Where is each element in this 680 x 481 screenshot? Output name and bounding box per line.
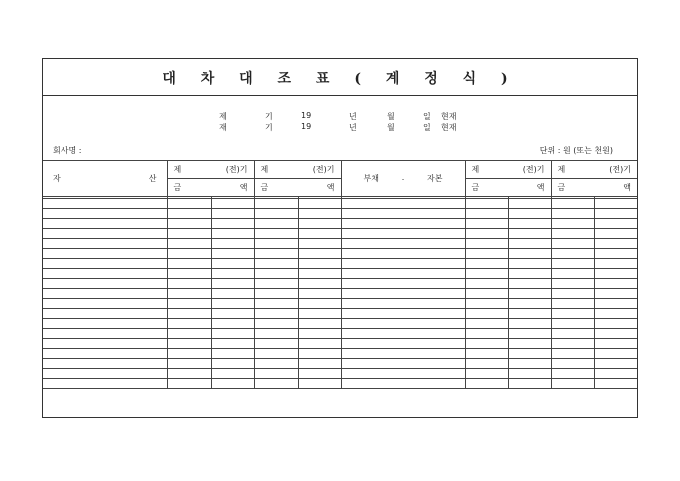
table-cell[interactable] bbox=[254, 209, 298, 219]
table-cell[interactable] bbox=[341, 249, 465, 259]
balance-table bbox=[43, 160, 637, 389]
table-cell[interactable] bbox=[167, 269, 211, 279]
table-cell[interactable] bbox=[594, 379, 637, 389]
table-cell[interactable] bbox=[551, 269, 594, 279]
liability-header-left: 부채 bbox=[363, 174, 379, 183]
table-cell[interactable] bbox=[211, 299, 254, 309]
term-prefix: 제 bbox=[471, 165, 480, 174]
amount-header-1 bbox=[167, 179, 254, 197]
table-cell[interactable] bbox=[341, 339, 465, 349]
table-row bbox=[43, 289, 637, 299]
table-cell[interactable] bbox=[43, 199, 167, 209]
table-cell[interactable] bbox=[594, 269, 637, 279]
table-cell[interactable] bbox=[211, 229, 254, 239]
table-cell[interactable] bbox=[211, 199, 254, 209]
amount-left: 금 bbox=[173, 183, 182, 192]
table-cell[interactable] bbox=[211, 219, 254, 229]
table-cell[interactable] bbox=[254, 359, 298, 369]
form-title: 대 차 대 조 표 ( 계 정 식 ) bbox=[162, 71, 518, 87]
table-cell[interactable] bbox=[211, 339, 254, 349]
table-cell[interactable] bbox=[211, 369, 254, 379]
amount-header-3 bbox=[465, 179, 551, 197]
period-wol: 월 bbox=[387, 123, 395, 132]
table-cell[interactable] bbox=[551, 259, 594, 269]
table-cell[interactable] bbox=[43, 329, 167, 339]
table-cell[interactable] bbox=[167, 369, 211, 379]
table-row bbox=[43, 219, 637, 229]
table-cell[interactable] bbox=[211, 329, 254, 339]
table-cell[interactable] bbox=[298, 319, 341, 329]
table-cell[interactable] bbox=[298, 239, 341, 249]
table-cell[interactable] bbox=[508, 209, 551, 219]
table-cell[interactable] bbox=[211, 239, 254, 249]
table-cell[interactable] bbox=[254, 379, 298, 389]
table-cell[interactable] bbox=[551, 309, 594, 319]
table-cell[interactable] bbox=[551, 349, 594, 359]
table-cell[interactable] bbox=[167, 319, 211, 329]
table-cell[interactable] bbox=[341, 209, 465, 219]
amount-right: 액 bbox=[326, 183, 335, 192]
table-cell[interactable] bbox=[551, 199, 594, 209]
amount-left: 금 bbox=[557, 183, 566, 192]
table-cell[interactable] bbox=[167, 259, 211, 269]
table-cell[interactable] bbox=[465, 239, 508, 249]
table-cell[interactable] bbox=[508, 269, 551, 279]
table-cell[interactable] bbox=[508, 359, 551, 369]
table-cell[interactable] bbox=[341, 349, 465, 359]
table-cell[interactable] bbox=[167, 249, 211, 259]
table-row bbox=[43, 269, 637, 279]
table-cell[interactable] bbox=[551, 209, 594, 219]
term-prefix: 제 bbox=[173, 165, 182, 174]
table-cell[interactable] bbox=[594, 229, 637, 239]
table-cell[interactable] bbox=[298, 299, 341, 309]
table-cell[interactable] bbox=[341, 219, 465, 229]
table-cell[interactable] bbox=[508, 239, 551, 249]
table-row bbox=[43, 369, 637, 379]
table-cell[interactable] bbox=[254, 259, 298, 269]
table-cell[interactable] bbox=[298, 229, 341, 239]
period-nyeon: 년 bbox=[349, 123, 357, 132]
term-prefix: 제 bbox=[557, 165, 566, 174]
period-wol: 월 bbox=[387, 112, 395, 121]
table-cell[interactable] bbox=[594, 369, 637, 379]
table-cell[interactable] bbox=[465, 199, 508, 209]
table-cell[interactable] bbox=[43, 359, 167, 369]
table-cell[interactable] bbox=[508, 299, 551, 309]
table-cell[interactable] bbox=[167, 279, 211, 289]
table-cell[interactable] bbox=[551, 229, 594, 239]
amount-right: 액 bbox=[239, 183, 248, 192]
table-row bbox=[43, 249, 637, 259]
period-prefix: 제 bbox=[219, 112, 227, 121]
table-row bbox=[43, 209, 637, 219]
table-cell[interactable] bbox=[594, 279, 637, 289]
table-cell[interactable] bbox=[594, 219, 637, 229]
table-cell[interactable] bbox=[465, 379, 508, 389]
table-cell[interactable] bbox=[508, 339, 551, 349]
table-cell[interactable] bbox=[594, 359, 637, 369]
table-cell[interactable] bbox=[43, 309, 167, 319]
table-row bbox=[43, 309, 637, 319]
table-cell[interactable] bbox=[341, 279, 465, 289]
table-cell[interactable] bbox=[167, 229, 211, 239]
table-cell[interactable] bbox=[43, 269, 167, 279]
table-cell[interactable] bbox=[341, 309, 465, 319]
table-cell[interactable] bbox=[594, 349, 637, 359]
table-cell[interactable] bbox=[43, 289, 167, 299]
balance-sheet-form bbox=[42, 58, 638, 418]
table-cell[interactable] bbox=[465, 279, 508, 289]
table-cell[interactable] bbox=[298, 209, 341, 219]
table-cell[interactable] bbox=[211, 209, 254, 219]
table-cell[interactable] bbox=[298, 349, 341, 359]
table-row bbox=[43, 349, 637, 359]
table-cell[interactable] bbox=[298, 259, 341, 269]
table-cell[interactable] bbox=[298, 249, 341, 259]
table-cell[interactable] bbox=[254, 249, 298, 259]
table-cell[interactable] bbox=[43, 239, 167, 249]
term-suffix: (전)기 bbox=[225, 165, 248, 174]
table-row bbox=[43, 259, 637, 269]
table-cell[interactable] bbox=[167, 299, 211, 309]
table-cell[interactable] bbox=[465, 349, 508, 359]
table-cell[interactable] bbox=[298, 279, 341, 289]
table-cell[interactable] bbox=[551, 249, 594, 259]
term-suffix: (전)기 bbox=[609, 165, 631, 174]
table-cell[interactable] bbox=[298, 339, 341, 349]
period-il: 일 bbox=[423, 112, 431, 121]
table-cell[interactable] bbox=[594, 299, 637, 309]
table-cell[interactable] bbox=[254, 369, 298, 379]
table-cell[interactable] bbox=[211, 269, 254, 279]
table-cell[interactable] bbox=[465, 259, 508, 269]
table-cell[interactable] bbox=[465, 249, 508, 259]
table-cell[interactable] bbox=[167, 339, 211, 349]
table-cell[interactable] bbox=[211, 379, 254, 389]
asset-header-right: 산 bbox=[148, 174, 157, 183]
table-cell[interactable] bbox=[167, 289, 211, 299]
table-cell[interactable] bbox=[341, 369, 465, 379]
table-cell[interactable] bbox=[167, 219, 211, 229]
table-cell[interactable] bbox=[594, 199, 637, 209]
table-cell[interactable] bbox=[551, 359, 594, 369]
table-cell[interactable] bbox=[594, 289, 637, 299]
table-cell[interactable] bbox=[167, 329, 211, 339]
term-suffix: (전)기 bbox=[522, 165, 545, 174]
table-cell[interactable] bbox=[167, 239, 211, 249]
table-cell[interactable] bbox=[551, 279, 594, 289]
table-cell[interactable] bbox=[341, 239, 465, 249]
period-suffix: 현재 bbox=[441, 112, 457, 121]
table-cell[interactable] bbox=[465, 329, 508, 339]
table-cell[interactable] bbox=[254, 299, 298, 309]
table-cell[interactable] bbox=[298, 329, 341, 339]
table-cell[interactable] bbox=[551, 379, 594, 389]
table-cell[interactable] bbox=[551, 219, 594, 229]
table-cell[interactable] bbox=[594, 319, 637, 329]
table-cell[interactable] bbox=[594, 209, 637, 219]
table-cell[interactable] bbox=[254, 329, 298, 339]
table-cell[interactable] bbox=[211, 319, 254, 329]
table-cell[interactable] bbox=[298, 369, 341, 379]
period-year: 19 bbox=[301, 111, 312, 120]
liability-header-dot: . bbox=[401, 173, 405, 182]
table-cell[interactable] bbox=[254, 229, 298, 239]
table-row bbox=[43, 239, 637, 249]
table-row bbox=[43, 359, 637, 369]
table-cell[interactable] bbox=[465, 369, 508, 379]
table-cell[interactable] bbox=[211, 249, 254, 259]
table-cell[interactable] bbox=[43, 229, 167, 239]
table-cell[interactable] bbox=[465, 269, 508, 279]
table-cell[interactable] bbox=[167, 209, 211, 219]
liability-header bbox=[341, 161, 465, 197]
table-row bbox=[43, 379, 637, 389]
table-cell[interactable] bbox=[254, 289, 298, 299]
table-cell[interactable] bbox=[43, 209, 167, 219]
table-cell[interactable] bbox=[167, 199, 211, 209]
table-cell[interactable] bbox=[341, 269, 465, 279]
table-row bbox=[43, 339, 637, 349]
table-cell[interactable] bbox=[551, 239, 594, 249]
table-row bbox=[43, 299, 637, 309]
table-cell[interactable] bbox=[508, 329, 551, 339]
amount-left: 금 bbox=[471, 183, 480, 192]
table-cell[interactable] bbox=[551, 289, 594, 299]
table-cell[interactable] bbox=[43, 339, 167, 349]
table-cell[interactable] bbox=[43, 219, 167, 229]
table-cell[interactable] bbox=[211, 349, 254, 359]
table-cell[interactable] bbox=[167, 379, 211, 389]
table-cell[interactable] bbox=[508, 199, 551, 209]
table-row bbox=[43, 199, 637, 209]
table-cell[interactable] bbox=[43, 379, 167, 389]
table-cell[interactable] bbox=[43, 319, 167, 329]
table-cell[interactable] bbox=[211, 359, 254, 369]
table-cell[interactable] bbox=[254, 269, 298, 279]
table-cell[interactable] bbox=[254, 339, 298, 349]
table-cell[interactable] bbox=[43, 249, 167, 259]
table-cell[interactable] bbox=[254, 239, 298, 249]
term-suffix: (전)기 bbox=[312, 165, 335, 174]
term-prefix: 제 bbox=[260, 165, 269, 174]
table-cell[interactable] bbox=[341, 359, 465, 369]
term-header-1 bbox=[167, 161, 254, 179]
table-cell[interactable] bbox=[508, 289, 551, 299]
amount-right: 액 bbox=[623, 183, 631, 192]
table-cell[interactable] bbox=[508, 229, 551, 239]
table-cell[interactable] bbox=[551, 369, 594, 379]
table-cell[interactable] bbox=[508, 279, 551, 289]
amount-right: 액 bbox=[536, 183, 545, 192]
table-row bbox=[43, 229, 637, 239]
table-cell[interactable] bbox=[508, 249, 551, 259]
liability-header-right: 자본 bbox=[427, 174, 443, 183]
table-cell[interactable] bbox=[341, 329, 465, 339]
amount-header-4 bbox=[551, 179, 637, 197]
table-row bbox=[43, 319, 637, 329]
term-header-3 bbox=[465, 161, 551, 179]
table-cell[interactable] bbox=[211, 279, 254, 289]
table-cell[interactable] bbox=[167, 359, 211, 369]
table-cell[interactable] bbox=[508, 319, 551, 329]
table-cell[interactable] bbox=[341, 319, 465, 329]
table-cell[interactable] bbox=[594, 329, 637, 339]
table-cell[interactable] bbox=[465, 309, 508, 319]
table-cell[interactable] bbox=[298, 309, 341, 319]
table-cell[interactable] bbox=[341, 289, 465, 299]
period-il: 일 bbox=[423, 123, 431, 132]
table-cell[interactable] bbox=[341, 299, 465, 309]
table-cell[interactable] bbox=[254, 199, 298, 209]
table-row bbox=[43, 279, 637, 289]
table-cell[interactable] bbox=[211, 309, 254, 319]
table-cell[interactable] bbox=[43, 279, 167, 289]
table-cell[interactable] bbox=[465, 299, 508, 309]
table-cell[interactable] bbox=[211, 259, 254, 269]
table-cell[interactable] bbox=[465, 219, 508, 229]
table-cell[interactable] bbox=[508, 259, 551, 269]
asset-header bbox=[43, 161, 167, 197]
table-cell[interactable] bbox=[254, 279, 298, 289]
table-cell[interactable] bbox=[594, 249, 637, 259]
period-ki: 기 bbox=[265, 123, 273, 132]
table-cell[interactable] bbox=[465, 359, 508, 369]
table-cell[interactable] bbox=[551, 339, 594, 349]
term-header-2 bbox=[254, 161, 341, 179]
table-cell[interactable] bbox=[508, 219, 551, 229]
table-row bbox=[43, 329, 637, 339]
table-cell[interactable] bbox=[254, 309, 298, 319]
table-cell[interactable] bbox=[508, 349, 551, 359]
table-cell[interactable] bbox=[551, 299, 594, 309]
table-cell[interactable] bbox=[341, 259, 465, 269]
table-cell[interactable] bbox=[43, 259, 167, 269]
table-cell[interactable] bbox=[211, 289, 254, 299]
asset-header-left: 자 bbox=[53, 174, 61, 183]
table-cell[interactable] bbox=[298, 289, 341, 299]
table-cell[interactable] bbox=[298, 379, 341, 389]
table-cell[interactable] bbox=[43, 299, 167, 309]
period-prefix: 재 bbox=[219, 123, 227, 132]
amount-left: 금 bbox=[260, 183, 269, 192]
table-cell[interactable] bbox=[551, 329, 594, 339]
table-cell[interactable] bbox=[43, 369, 167, 379]
table-cell[interactable] bbox=[341, 229, 465, 239]
term-header-4 bbox=[551, 161, 637, 179]
table-cell[interactable] bbox=[254, 219, 298, 229]
table-cell[interactable] bbox=[254, 319, 298, 329]
period-year: 19 bbox=[301, 122, 312, 131]
table-cell[interactable] bbox=[508, 309, 551, 319]
table-cell[interactable] bbox=[465, 319, 508, 329]
table-cell[interactable] bbox=[298, 219, 341, 229]
table-cell[interactable] bbox=[341, 199, 465, 209]
table-cell[interactable] bbox=[254, 349, 298, 359]
amount-header-2 bbox=[254, 179, 341, 197]
table-cell[interactable] bbox=[167, 309, 211, 319]
company-name-label: 회사명 : bbox=[53, 146, 82, 155]
table-cell[interactable] bbox=[594, 239, 637, 249]
table-cell[interactable] bbox=[341, 379, 465, 389]
table-cell[interactable] bbox=[594, 339, 637, 349]
table-cell[interactable] bbox=[551, 319, 594, 329]
period-suffix: 현재 bbox=[441, 123, 457, 132]
table-cell[interactable] bbox=[298, 199, 341, 209]
table-cell[interactable] bbox=[508, 369, 551, 379]
title-row bbox=[43, 59, 637, 96]
period-ki: 기 bbox=[265, 112, 273, 121]
table-cell[interactable] bbox=[594, 259, 637, 269]
unit-label: 단위 : 원 (또는 천원) bbox=[539, 146, 613, 155]
table-cell[interactable] bbox=[43, 349, 167, 359]
period-nyeon: 년 bbox=[349, 112, 357, 121]
table-cell[interactable] bbox=[465, 289, 508, 299]
table-cell[interactable] bbox=[298, 359, 341, 369]
table-cell[interactable] bbox=[594, 309, 637, 319]
table-cell[interactable] bbox=[465, 229, 508, 239]
table-cell[interactable] bbox=[298, 269, 341, 279]
table-cell[interactable] bbox=[465, 209, 508, 219]
table-cell[interactable] bbox=[465, 339, 508, 349]
table-cell[interactable] bbox=[167, 349, 211, 359]
table-cell[interactable] bbox=[508, 379, 551, 389]
